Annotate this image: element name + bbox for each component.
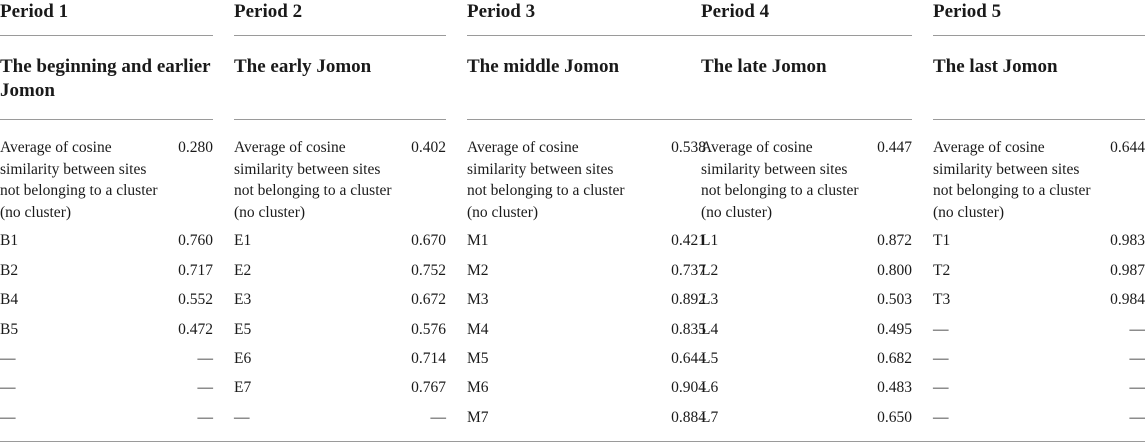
cluster-label: T2: [933, 262, 951, 279]
subheader-divider: [933, 119, 1145, 120]
cluster-value: 0.737: [671, 262, 706, 279]
table-bottom-border: [0, 441, 1145, 442]
cluster-value: 0.503: [877, 291, 912, 308]
cluster-value: 0.983: [1110, 232, 1145, 249]
cluster-label: M4: [467, 321, 489, 338]
table-row: [701, 407, 912, 429]
cluster-label: B1: [0, 232, 19, 249]
cluster-label: —: [0, 409, 16, 426]
cluster-value: 0.552: [178, 291, 213, 308]
cluster-label: B4: [0, 291, 19, 308]
cluster-value: 0.760: [178, 232, 213, 249]
cluster-label: L1: [701, 232, 719, 249]
cluster-value: —: [197, 379, 213, 396]
cluster-label: —: [933, 321, 949, 338]
table-row: [0, 319, 213, 341]
table-row: [467, 230, 706, 252]
average-value: 0.538: [671, 139, 706, 156]
subheader-divider: [701, 119, 912, 120]
subheader-divider: [467, 119, 706, 120]
table-row: [467, 260, 706, 282]
period-column-3: [467, 0, 706, 443]
cluster-label: —: [933, 409, 949, 426]
cluster-label: T3: [933, 291, 951, 308]
table-row: [0, 289, 213, 311]
subheader-divider: [0, 119, 213, 120]
cluster-value: 0.495: [877, 321, 912, 338]
table-row: [467, 348, 706, 370]
table-row: [234, 377, 446, 399]
cluster-label: E2: [234, 262, 252, 279]
period-heading: Period 1: [0, 1, 69, 22]
cluster-label: E5: [234, 321, 252, 338]
cluster-value: 0.872: [877, 232, 912, 249]
table-row: [933, 230, 1145, 252]
table-row: [701, 230, 912, 252]
era-heading: The beginning and earlier Jomon: [0, 56, 211, 101]
cluster-label: E3: [234, 291, 252, 308]
cluster-value: 0.892: [671, 291, 706, 308]
average-label: Average of cosine similarity between sites not belonging to a cluster (no cluster): [0, 139, 158, 221]
cluster-label: —: [234, 409, 250, 426]
average-label: Average of cosine similarity between sites not belonging to a cluster (no cluster): [234, 139, 392, 221]
header-divider: [467, 35, 706, 36]
era-heading: The early Jomon: [234, 56, 372, 77]
cluster-label: B5: [0, 321, 19, 338]
cluster-label: L6: [701, 379, 719, 396]
cluster-label: B2: [0, 262, 19, 279]
cluster-label: T1: [933, 232, 951, 249]
table-row: [0, 377, 213, 399]
cluster-value: 0.767: [411, 379, 446, 396]
period-heading: Period 4: [701, 1, 770, 22]
cluster-value: 0.644: [671, 350, 706, 367]
cluster-value: 0.987: [1110, 262, 1145, 279]
period-heading: Period 3: [467, 1, 536, 22]
cluster-label: E1: [234, 232, 252, 249]
period-column-4: [701, 0, 912, 443]
table-row: [234, 230, 446, 252]
cluster-value: 0.717: [178, 262, 213, 279]
era-heading: The middle Jomon: [467, 56, 620, 77]
cluster-label: M3: [467, 291, 489, 308]
cluster-value: —: [1129, 321, 1145, 338]
table-row: [933, 260, 1145, 282]
table-row: [701, 289, 912, 311]
period-column-1: [0, 0, 213, 443]
average-label: Average of cosine similarity between sites not belonging to a cluster (no cluster): [701, 139, 859, 221]
cluster-value: —: [197, 409, 213, 426]
table-row: [234, 289, 446, 311]
cluster-label: L5: [701, 350, 719, 367]
table-row: [701, 348, 912, 370]
cluster-label: —: [933, 350, 949, 367]
subheader-divider: [234, 119, 446, 120]
cluster-label: M7: [467, 409, 489, 426]
cluster-value: 0.904: [671, 379, 706, 396]
cluster-value: 0.472: [178, 321, 213, 338]
cluster-value: 0.670: [411, 232, 446, 249]
table-row: [234, 407, 446, 429]
table-row: [234, 260, 446, 282]
average-label: Average of cosine similarity between sites not belonging to a cluster (no cluster): [467, 139, 625, 221]
table-row: [701, 260, 912, 282]
cluster-value: —: [430, 409, 446, 426]
average-value: 0.402: [411, 139, 446, 156]
cluster-label: M5: [467, 350, 489, 367]
cluster-value: —: [1129, 409, 1145, 426]
cluster-value: 0.752: [411, 262, 446, 279]
cluster-value: 0.672: [411, 291, 446, 308]
table-row: [234, 319, 446, 341]
table-row: [467, 319, 706, 341]
cluster-label: —: [0, 350, 16, 367]
cluster-value: —: [197, 350, 213, 367]
header-divider: [0, 35, 213, 36]
cluster-value: 0.714: [411, 350, 446, 367]
cluster-label: E7: [234, 379, 252, 396]
cluster-value: 0.682: [877, 350, 912, 367]
period-heading: Period 5: [933, 1, 1002, 22]
table-row: [0, 407, 213, 429]
table-row: [933, 289, 1145, 311]
cluster-label: M1: [467, 232, 489, 249]
table-row: [701, 377, 912, 399]
header-divider: [234, 35, 446, 36]
average-value: 0.644: [1110, 139, 1145, 156]
cluster-value: 0.576: [411, 321, 446, 338]
cluster-value: 0.835: [671, 321, 706, 338]
period-column-2: [234, 0, 446, 443]
average-value: 0.280: [178, 139, 213, 156]
table-row: [467, 407, 706, 429]
cluster-value: 0.800: [877, 262, 912, 279]
table-row: [933, 319, 1145, 341]
period-column-5: [933, 0, 1145, 443]
cluster-value: —: [1129, 379, 1145, 396]
table-row: [467, 289, 706, 311]
table-row: [933, 348, 1145, 370]
cluster-value: 0.483: [877, 379, 912, 396]
header-divider: [933, 35, 1145, 36]
header-divider: [701, 35, 912, 36]
cluster-value: 0.650: [877, 409, 912, 426]
table-row: [701, 319, 912, 341]
cluster-label: E6: [234, 350, 252, 367]
cluster-value: 0.421: [671, 232, 706, 249]
table-row: [933, 377, 1145, 399]
cluster-label: M6: [467, 379, 489, 396]
cluster-label: L7: [701, 409, 719, 426]
era-heading: The last Jomon: [933, 56, 1058, 77]
cluster-label: M2: [467, 262, 489, 279]
table-row: [234, 348, 446, 370]
table-row: [0, 348, 213, 370]
cluster-value: 0.984: [1110, 291, 1145, 308]
cluster-label: L2: [701, 262, 719, 279]
cluster-label: —: [933, 379, 949, 396]
period-heading: Period 2: [234, 1, 303, 22]
cluster-label: —: [0, 379, 16, 396]
average-label: Average of cosine similarity between sites not belonging to a cluster (no cluster): [933, 139, 1091, 221]
table-row: [467, 377, 706, 399]
table-row: [933, 407, 1145, 429]
cluster-value: 0.884: [671, 409, 706, 426]
cluster-value: —: [1129, 350, 1145, 367]
cluster-label: L4: [701, 321, 719, 338]
average-value: 0.447: [877, 139, 912, 156]
table-row: [0, 230, 213, 252]
era-heading: The late Jomon: [701, 56, 827, 77]
table-row: [0, 260, 213, 282]
cluster-label: L3: [701, 291, 719, 308]
